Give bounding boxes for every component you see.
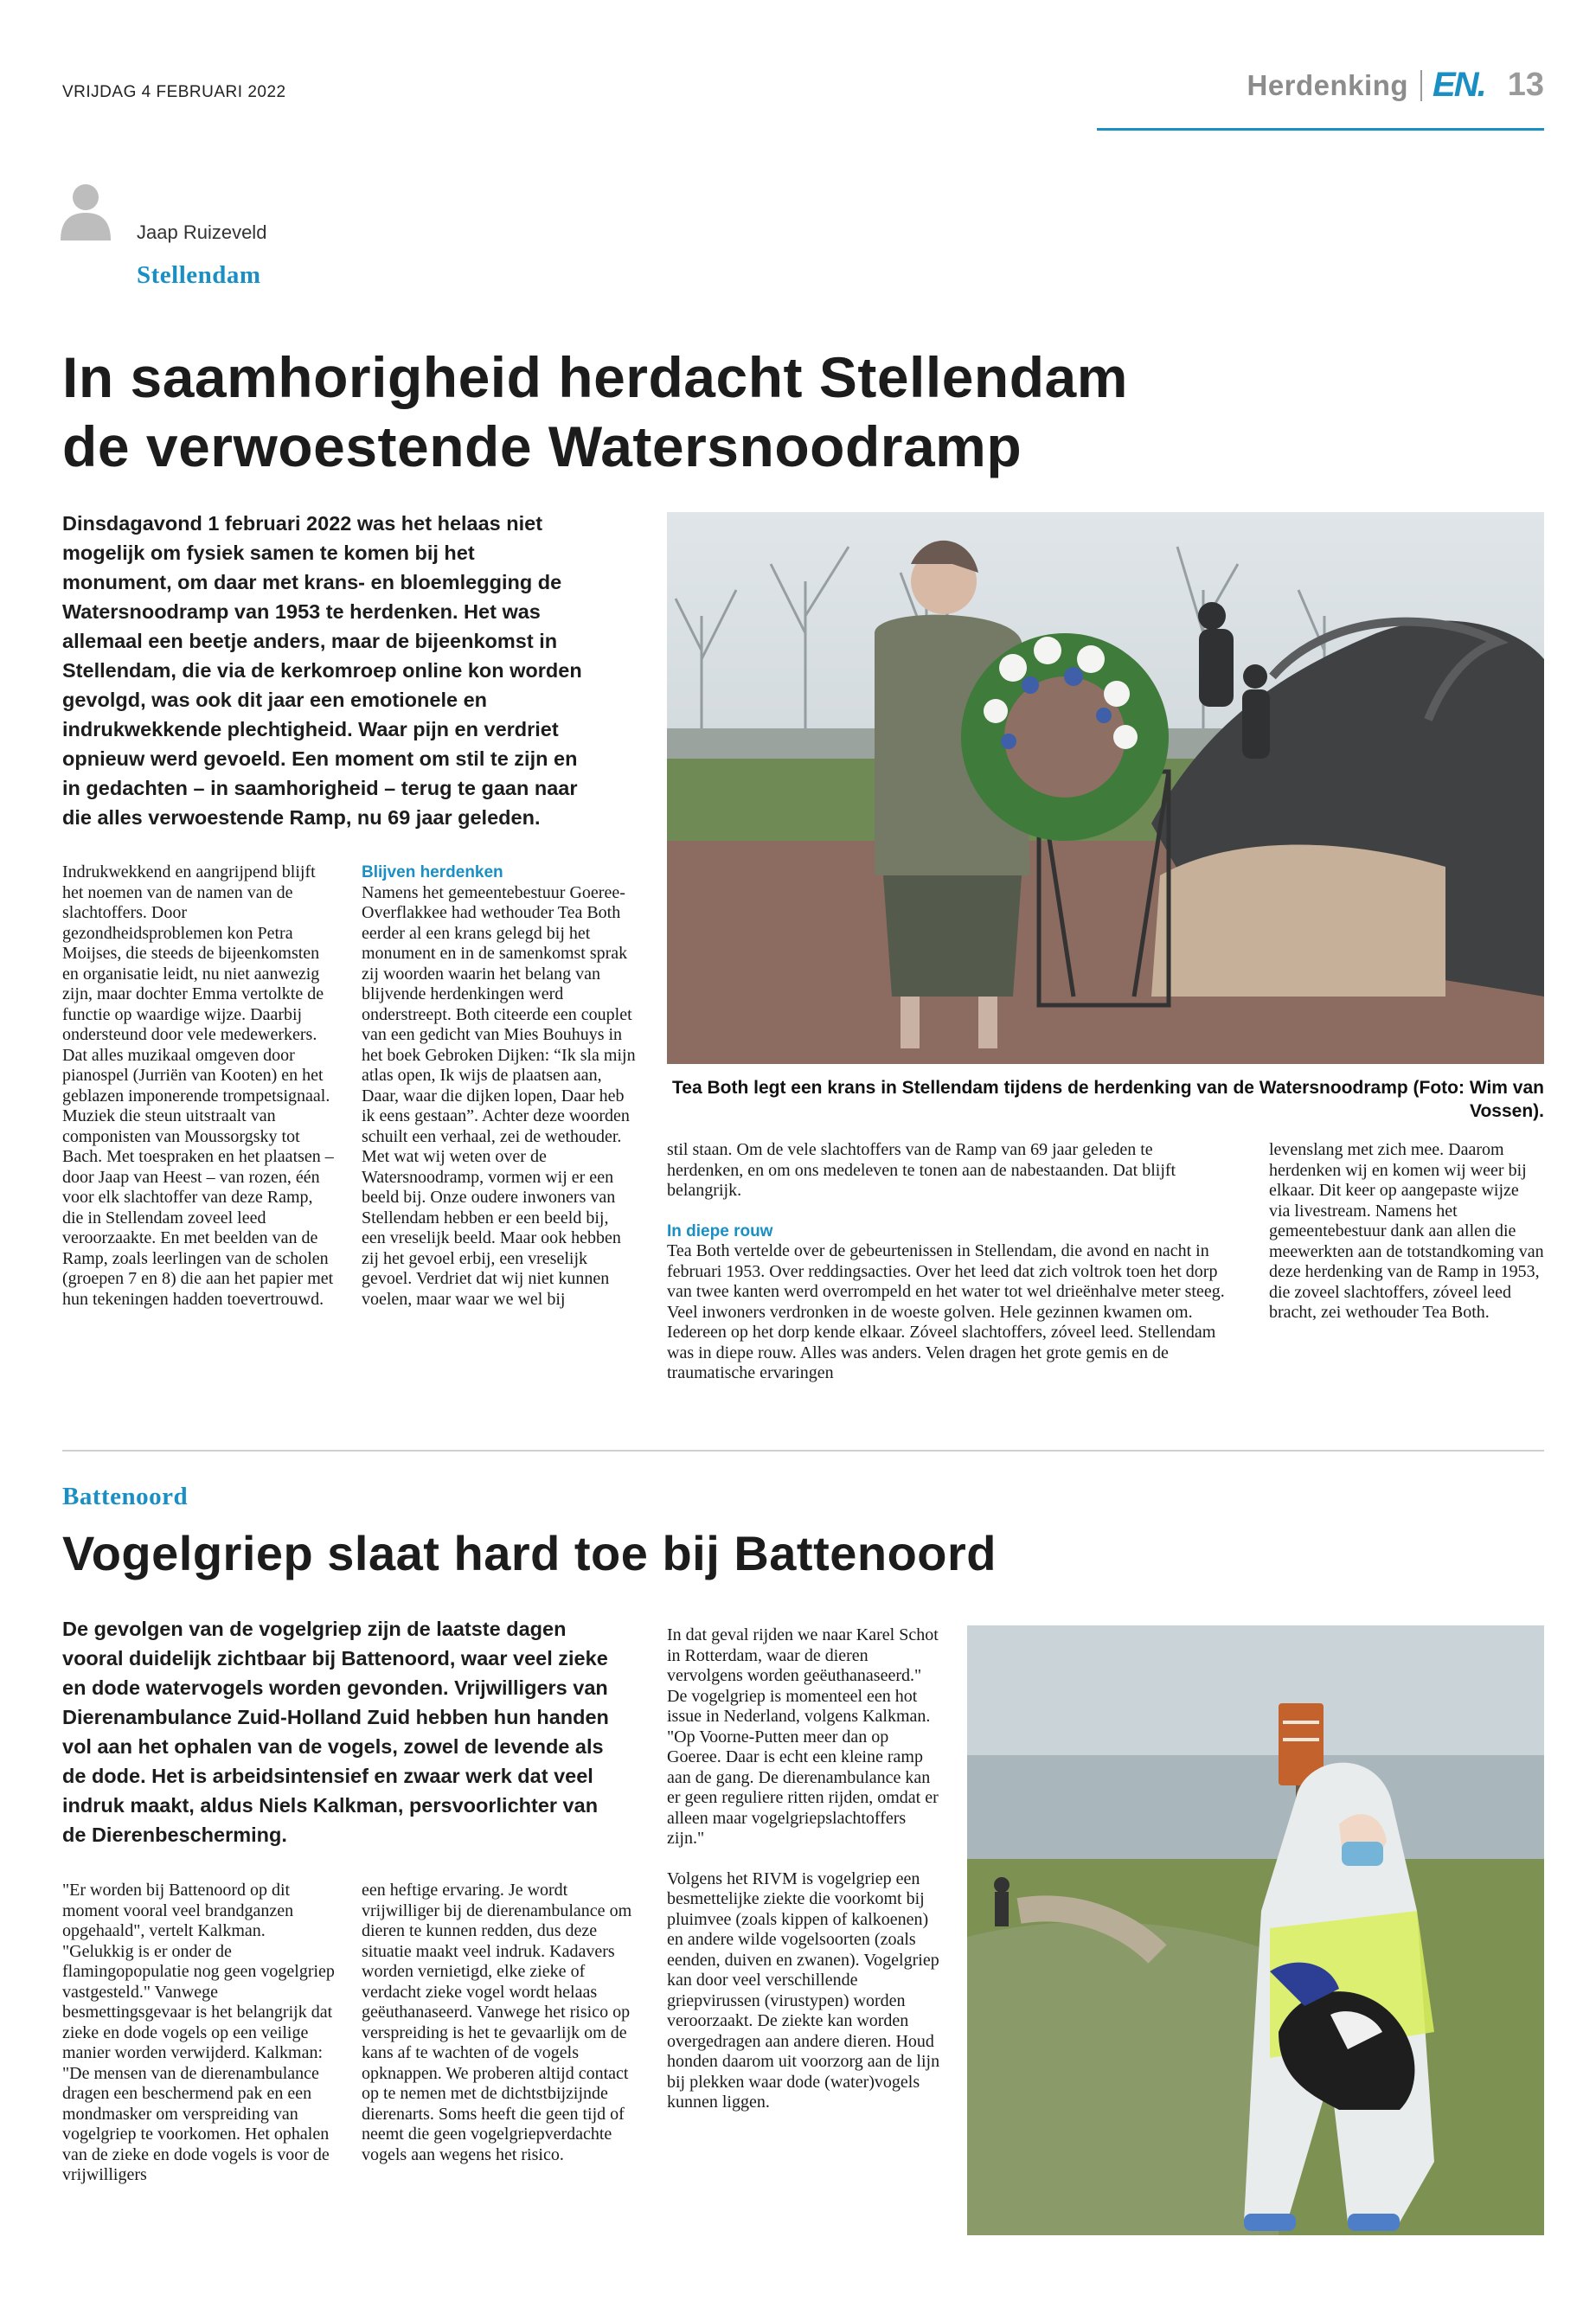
newspaper-logo: EN. [1433, 66, 1485, 104]
headline-line: In saamhorigheid herdacht Stellendam [62, 345, 1128, 409]
article-column [62, 1881, 337, 2186]
article-lead: De gevolgen van de vogelgriep zijn de laatste dagen vooral duidelijk zichtbaar bij Battenoord, waar veel zieke en dode watervogels worden gevonden. Vrijwilligers van Dierenambulance Zuid-Holland Zuid hebben hun handen vol aan het ophalen van de vogels, zowel de levende als de dode. Het is arbeidsintensief en zwaar werk dat veel indruk maakt, aldus Niels Kalkman, persvoorlichter van de Dierenbescherming. [62, 1618, 609, 1846]
page-number: 13 [1507, 67, 1544, 103]
article-column [667, 1625, 942, 2113]
article-column [1269, 1140, 1544, 1324]
header-separator [1420, 70, 1422, 101]
article-headline [62, 343, 1273, 481]
author-name: Jaap Ruizeveld [137, 221, 267, 243]
paragraph: Namens het gemeentebestuur Goeree-Overflakkee had wethouder Tea Both eerder al een krans gelegd bij het monument en in de samenkomst sprak zij woorden waarin het belang van blijvende herdenkingen werd onderstreept. Both citeerde een couplet van een gedicht van Mies Bouhuys in het boek Gebroken Dijken: “Ik sla mijn atlas open, Ik wijs de plaatsen aan, Daar, waar die dijken lopen, Daar heb ik eens gestaan”. Achter deze woorden schuilt een verhaal, zei de wethouder. Met wat wij weten over de Watersnoodramp, vormen wij er een beeld bij. Onze oudere inwoners van Stellendam hebben er een beeld bij, een vreselijk beeld. Maar ook hebben zij het gevoel erbij, een vreselijk gevoel. Verdriet dat wij niet kunnen voelen, maar waar we wel bij [362, 882, 636, 1309]
article-column [62, 862, 337, 1310]
article-headline: Vogelgriep slaat hard toe bij Battenoord [62, 1526, 997, 1580]
photo-illustration [967, 1625, 1544, 2235]
header-rule [1097, 128, 1544, 131]
wreath-laying-photo [667, 512, 1544, 1064]
paragraph: De vogelgriep is momenteel een hot issue in Nederland, volgens Kalkman. "Op Voorne-Putten meer dan op Goeree. Daar is echt een kleine ramp aan de gang. De dierenambulance kan er geen reguliere ritten rijden, omdat er alleen maar vogelgriepslachtoffers zijn." [667, 1686, 939, 1848]
paragraph: een heftige ervaring. Je wordt vrijwilliger bij de dierenambulance om dieren te kunnen redden, dus deze situatie maakt veel indruk. Kadavers worden vernietigd, elke zieke of verdacht zieke vogel wordt helaas geëuthanaseerd. Vanwege het risico op verspreiding is het te gevaarlijk om de kans af te wachten of de vogels opknappen. We proberen altijd contact op te nemen met de dichtstbijzijnde dierenarts. Soms heeft die geen tijd of neemt die geen vogelgriepverdachte vogels aan wegens het risico. [362, 1881, 632, 2164]
page-header-right [1247, 66, 1544, 105]
article-column [667, 1140, 1231, 1384]
article-kicker: Stellendam [137, 261, 261, 289]
article-kicker: Battenoord [62, 1483, 189, 1510]
photo-illustration [667, 512, 1544, 1064]
photo-caption: Tea Both legt een krans in Stellendam tijdens de herdenking van de Watersnoodramp (Foto: Wim van Vossen). [672, 1078, 1544, 1121]
author-avatar-icon [59, 182, 112, 240]
bird-rescue-photo [967, 1625, 1544, 2235]
article-column [362, 862, 637, 1310]
issue-date: VRIJDAG 4 FEBRUARI 2022 [62, 83, 286, 101]
headline-line: de verwoestende Watersnoodramp [62, 414, 1022, 478]
column-subhead: Blijven herdenken [362, 863, 503, 881]
paragraph: Tea Both vertelde over de gebeurtenissen in Stellendam, die avond en nacht in februari 1953. Over reddingsacties. Over het leed dat zich voltrok toen het dorp van twee kanten werd overrompeld en het water tot wel drieënhalve meter steeg. Veel inwoners verdronken in de woeste golven. Hele gezinnen kwamen om. Iedereen op het dorp kende elkaar. Zóveel slachtoffers, zóveel leed. Stellendam was in diepe rouw. Alles was anders. Velen dragen het grote gemis en de traumatische ervaringen [667, 1241, 1225, 1382]
paragraph: "Er worden bij Battenoord op dit moment vooral veel brandganzen opgehaald", vertelt Kalkman. "Gelukkig is er onder de flamingopopulatie nog geen vogelgriep vastgesteld." Vanwege besmettingsgevaar is het belangrijk dat zieke en dode vogels op een veilige manier worden verwijderd. Kalkman: "De mensen van de dierenambulance dragen een beschermend pak en een mondmasker om verspreiding van vogelgriep te voorkomen. Het ophalen van de zieke en dode vogels is voor de vrijwilligers [62, 1881, 335, 2184]
paragraph: Indrukwekkend en aangrijpend blijft het noemen van de namen van de slachtoffers. Door gezondheidsproblemen kon Petra Moijses, die steeds de bijeenkomsten en organisatie leidt, nu niet aanwezig zijn, maar dochter Emma vertolkte de functie op waardige wijze. Daarbij ondersteund door vele medewerkers. Dat alles muzikaal omgeven door pianospel (Jurriën van Kooten) en het geblazen imponerende trompetsignaal. Muziek die steun uitstraalt van componisten van Moussorgsky tot Bach. Met toespraken en het plaatsen – door Jaap van Heest – van rozen, één voor elk slachtoffer van deze Ramp, die in Stellendam zoveel leed veroorzaakte. En met beelden van de Ramp, zoals leerlingen van de scholen (groepen 7 en 8) die aan het papier met hun tekeningen hadden toevertrouwd. [62, 862, 334, 1309]
paragraph: Volgens het RIVM is vogelgriep een besmettelijke ziekte die voorkomt bij pluimvee (zoals kippen of kalkoenen) en andere wilde vogelsoorten (zoals eenden, duiven en zwanen). Vogelgriep kan door veel verschillende griepvirussen (virustypen) worden veroorzaakt. De ziekte kan worden overgedragen aan andere dieren. Houd honden daarom uit voorzorg aan de lijn bij plekken waar dode (water)vogels kunnen liggen. [667, 1868, 940, 2112]
article-column [362, 1881, 637, 2165]
article-divider [62, 1450, 1544, 1452]
paragraph: In dat geval rijden we naar Karel Schot in Rotterdam, waar de dieren vervolgens worden geëuthanaseerd." [667, 1625, 939, 1685]
section-label: Herdenking [1247, 68, 1409, 101]
paragraph: levenslang met zich mee. Daarom herdenken wij en komen wij weer bij elkaar. Dit keer op aangepaste wijze via livestream. Namens het gemeentebestuur dank aan allen die meewerkten aan de totstandkoming van deze herdenking van de Ramp in 1953, die zoveel slachtoffers, zóveel leed bracht, zei wethouder Tea Both. [1269, 1140, 1544, 1322]
article-lead: Dinsdagavond 1 februari 2022 was het helaas niet mogelijk om fysiek samen te komen bij het monument, om daar met krans- en bloemlegging de Watersnoodramp van 1953 te herdenken. Het was allemaal een beetje anders, maar de bijeenkomst in Stellendam, die via de kerkomroep online kon worden gevolgd, was ook dit jaar een emotionele en indrukwekkende plechtigheid. Waar pijn en verdriet opnieuw werd gevoeld. Een moment om stil te zijn en in gedachten – in saamhorigheid – terug te gaan naar die alles verwoestende Ramp, nu 69 jaar geleden. [62, 512, 582, 829]
paragraph: stil staan. Om de vele slachtoffers van de Ramp van 69 jaar geleden te herdenken, en om ons medeleven te tonen aan de nabestaanden. Dat blijft belangrijk. [667, 1140, 1176, 1200]
column-subhead: In diepe rouw [667, 1221, 773, 1240]
